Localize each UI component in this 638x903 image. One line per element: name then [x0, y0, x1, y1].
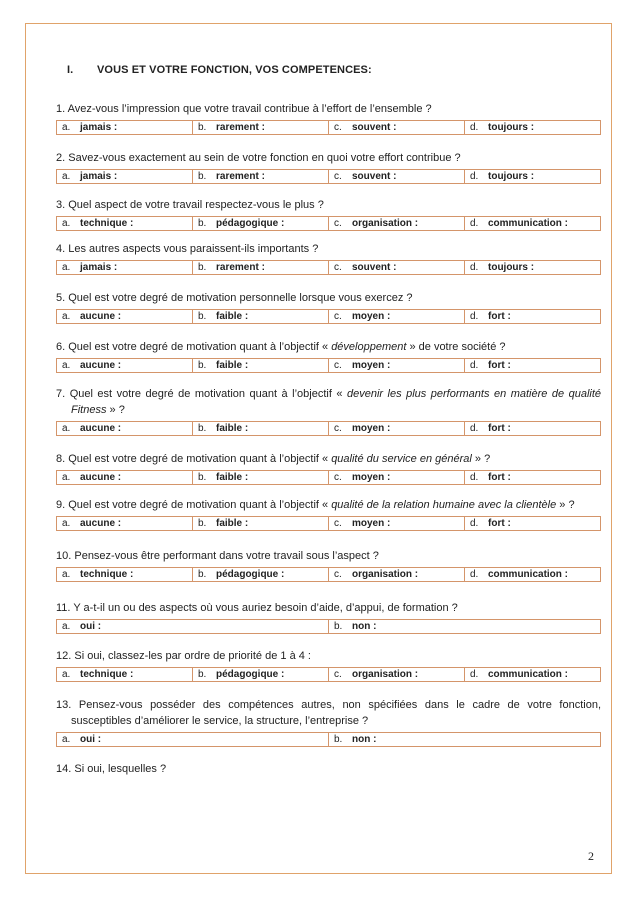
option-letter: d. — [470, 472, 479, 483]
answer-option[interactable] — [192, 422, 328, 435]
option-letter: c. — [334, 171, 342, 182]
question-number: 1. — [56, 103, 66, 115]
option-letter: b. — [198, 122, 207, 133]
answer-option[interactable] — [464, 359, 600, 372]
question-label: Pensez-vous posséder des compétences autres, non spécifiées dans le cadre de votre fonction, susceptibles d’améliorer le service, la structure, l’entreprise ? — [71, 699, 601, 727]
option-label: fort : — [488, 360, 511, 371]
option-letter: a. — [62, 171, 71, 182]
question-text — [56, 150, 601, 166]
answer-option[interactable] — [328, 310, 464, 323]
option-label: fort : — [488, 423, 511, 434]
question-13 — [56, 697, 601, 747]
section-number: I. — [67, 64, 74, 76]
question-label-pre: Quel est votre degré de motivation quant à l’objectif « — [69, 388, 347, 400]
question-label: Si oui, classez-les par ordre de priorité de 1 à 4 : — [74, 650, 311, 662]
page-number: 2 — [588, 849, 594, 863]
question-text — [56, 386, 601, 418]
option-letter: b. — [198, 669, 207, 680]
answer-option[interactable] — [328, 568, 464, 581]
option-letter: a. — [62, 423, 71, 434]
answer-options-row — [56, 470, 601, 485]
question-text — [56, 497, 601, 513]
answer-options-row — [56, 169, 601, 184]
option-letter: b. — [198, 360, 207, 371]
answer-options-row — [56, 667, 601, 682]
answer-option[interactable] — [57, 422, 192, 435]
question-label: Quel aspect de votre travail respectez-vous le plus ? — [68, 199, 324, 211]
option-label: souvent : — [352, 122, 397, 133]
answer-options-row — [56, 216, 601, 231]
option-label: oui : — [80, 621, 102, 632]
option-letter: d. — [470, 262, 479, 273]
question-text — [56, 197, 601, 213]
question-number: 9. — [56, 499, 66, 511]
question-label: Y a-t-il un ou des aspects où vous auriez besoin d’aide, d’appui, de formation ? — [73, 602, 458, 614]
option-letter: b. — [198, 262, 207, 273]
option-letter: a. — [62, 669, 71, 680]
option-letter: a. — [62, 122, 71, 133]
option-label: pédagogique : — [216, 218, 285, 229]
question-3 — [56, 197, 601, 231]
option-label: fort : — [488, 311, 511, 322]
option-letter: c. — [334, 360, 342, 371]
answer-option[interactable] — [192, 170, 328, 183]
question-label: Avez-vous l’impression que votre travail contribue à l’effort de l’ensemble ? — [67, 103, 432, 115]
question-12 — [56, 648, 601, 682]
question-14 — [56, 761, 601, 780]
option-label: oui : — [80, 734, 102, 745]
question-label: Si oui, lesquelles ? — [74, 763, 167, 775]
option-letter: b. — [334, 621, 343, 632]
option-letter: d. — [470, 518, 479, 529]
answer-option[interactable] — [57, 733, 328, 746]
answer-option[interactable] — [464, 310, 600, 323]
option-label: non : — [352, 734, 377, 745]
answer-option[interactable] — [57, 121, 192, 134]
option-label: faible : — [216, 472, 249, 483]
answer-options-row — [56, 619, 601, 634]
answer-option[interactable] — [57, 359, 192, 372]
answer-option[interactable] — [328, 733, 600, 746]
option-letter: a. — [62, 569, 71, 580]
answer-option[interactable] — [192, 217, 328, 230]
option-letter: a. — [62, 518, 71, 529]
option-label: fort : — [488, 518, 511, 529]
answer-option[interactable] — [57, 517, 192, 530]
answer-option[interactable] — [328, 261, 464, 274]
question-label-emphasis: devenir les plus performants en matière de qualité Fitness — [71, 388, 602, 416]
answer-option[interactable] — [57, 568, 192, 581]
option-letter: a. — [62, 218, 71, 229]
option-letter: c. — [334, 569, 342, 580]
option-label: technique : — [80, 218, 134, 229]
question-number: 10. — [56, 550, 72, 562]
option-letter: c. — [334, 311, 342, 322]
answer-option[interactable] — [57, 261, 192, 274]
option-label: toujours : — [488, 262, 535, 273]
question-label-post: » de votre société ? — [406, 341, 506, 353]
option-label: aucune : — [80, 311, 122, 322]
question-11 — [56, 600, 601, 634]
answer-option[interactable] — [328, 359, 464, 372]
answer-options-row — [56, 260, 601, 275]
question-label-emphasis: développement — [331, 341, 407, 353]
option-label: technique : — [80, 569, 134, 580]
question-number: 12. — [56, 650, 72, 662]
answer-option[interactable] — [192, 121, 328, 134]
answer-option[interactable] — [192, 568, 328, 581]
answer-option[interactable] — [192, 517, 328, 530]
question-text — [56, 600, 601, 616]
question-text — [56, 548, 601, 564]
option-label: pédagogique : — [216, 669, 285, 680]
question-label-post: » ? — [471, 453, 491, 465]
question-6 — [56, 339, 601, 373]
option-label: jamais : — [80, 122, 118, 133]
question-text — [56, 761, 601, 777]
answer-option[interactable] — [192, 310, 328, 323]
answer-option[interactable] — [57, 620, 328, 633]
answer-option[interactable] — [192, 471, 328, 484]
option-letter: a. — [62, 262, 71, 273]
question-number: 2. — [56, 152, 66, 164]
question-number: 8. — [56, 453, 66, 465]
option-letter: c. — [334, 262, 342, 273]
option-label: rarement : — [216, 171, 265, 182]
option-label: souvent : — [352, 262, 397, 273]
option-letter: d. — [470, 171, 479, 182]
answer-option[interactable] — [192, 261, 328, 274]
answer-option[interactable] — [57, 471, 192, 484]
question-number: 14. — [56, 763, 72, 775]
answer-options-row — [56, 421, 601, 436]
answer-option[interactable] — [464, 217, 600, 230]
option-letter: b. — [198, 218, 207, 229]
option-label: communication : — [488, 669, 569, 680]
question-text — [56, 451, 601, 467]
option-letter: a. — [62, 311, 71, 322]
question-label: Les autres aspects vous paraissent-ils importants ? — [68, 243, 319, 255]
question-number: 7. — [56, 388, 66, 400]
option-label: faible : — [216, 311, 249, 322]
option-label: aucune : — [80, 518, 122, 529]
option-letter: c. — [334, 669, 342, 680]
section-heading: VOUS ET VOTRE FONCTION, VOS COMPETENCES: — [97, 64, 372, 76]
question-8 — [56, 451, 601, 485]
option-label: fort : — [488, 472, 511, 483]
option-label: pédagogique : — [216, 569, 285, 580]
answer-option[interactable] — [328, 620, 600, 633]
option-letter: d. — [470, 218, 479, 229]
option-letter: d. — [470, 669, 479, 680]
option-letter: c. — [334, 518, 342, 529]
option-label: aucune : — [80, 472, 122, 483]
answer-option[interactable] — [464, 121, 600, 134]
answer-option[interactable] — [464, 568, 600, 581]
option-label: moyen : — [352, 423, 391, 434]
answer-option[interactable] — [464, 170, 600, 183]
question-1 — [56, 101, 601, 135]
option-letter: b. — [198, 311, 207, 322]
question-label: Pensez-vous être performant dans votre travail sous l’aspect ? — [74, 550, 379, 562]
question-text — [56, 241, 601, 257]
answer-option[interactable] — [328, 517, 464, 530]
question-2 — [56, 150, 601, 184]
option-letter: c. — [334, 218, 342, 229]
option-label: non : — [352, 621, 377, 632]
answer-option[interactable] — [57, 668, 192, 681]
question-label-emphasis: qualité du service en général — [331, 453, 472, 465]
option-label: rarement : — [216, 262, 265, 273]
answer-option[interactable] — [57, 310, 192, 323]
question-number: 3. — [56, 199, 66, 211]
option-label: jamais : — [80, 262, 118, 273]
option-letter: a. — [62, 472, 71, 483]
question-label-pre: Quel est votre degré de motivation quant à l’objectif « — [68, 453, 332, 465]
option-letter: c. — [334, 423, 342, 434]
option-letter: b. — [198, 171, 207, 182]
option-letter: d. — [470, 423, 479, 434]
answer-option[interactable] — [464, 422, 600, 435]
option-letter: b. — [198, 423, 207, 434]
option-label: jamais : — [80, 171, 118, 182]
option-letter: b. — [198, 472, 207, 483]
answer-option[interactable] — [192, 668, 328, 681]
option-letter: a. — [62, 621, 71, 632]
question-9 — [56, 497, 601, 531]
section-title — [67, 64, 372, 76]
question-number: 13. — [56, 699, 72, 711]
question-number: 11. — [56, 602, 71, 614]
answer-options-row — [56, 516, 601, 531]
option-letter: b. — [198, 518, 207, 529]
option-label: organisation : — [352, 669, 419, 680]
answer-option[interactable] — [328, 170, 464, 183]
option-label: technique : — [80, 669, 134, 680]
answer-option[interactable] — [464, 471, 600, 484]
option-label: toujours : — [488, 122, 535, 133]
option-label: communication : — [488, 569, 569, 580]
answer-options-row — [56, 358, 601, 373]
question-4 — [56, 241, 601, 275]
option-label: organisation : — [352, 218, 419, 229]
answer-option[interactable] — [328, 121, 464, 134]
answer-option[interactable] — [192, 359, 328, 372]
option-letter: a. — [62, 734, 71, 745]
answer-options-row — [56, 567, 601, 582]
answer-option[interactable] — [328, 471, 464, 484]
option-label: faible : — [216, 360, 249, 371]
question-label: Quel est votre degré de motivation personnelle lorsque vous exercez ? — [68, 292, 413, 304]
answer-option[interactable] — [464, 668, 600, 681]
answer-option[interactable] — [328, 422, 464, 435]
question-text — [56, 648, 601, 664]
question-number: 6. — [56, 341, 66, 353]
option-letter: a. — [62, 360, 71, 371]
option-label: aucune : — [80, 423, 122, 434]
answer-option[interactable] — [464, 517, 600, 530]
option-letter: c. — [334, 122, 342, 133]
question-7 — [56, 386, 601, 436]
option-label: faible : — [216, 423, 249, 434]
option-letter: b. — [334, 734, 343, 745]
option-label: moyen : — [352, 472, 391, 483]
answer-option[interactable] — [57, 170, 192, 183]
answer-options-row — [56, 120, 601, 135]
option-label: aucune : — [80, 360, 122, 371]
option-label: faible : — [216, 518, 249, 529]
option-label: toujours : — [488, 171, 535, 182]
option-letter: d. — [470, 122, 479, 133]
question-label: Savez-vous exactement au sein de votre fonction en quoi votre effort contribue ? — [68, 152, 461, 164]
option-letter: d. — [470, 569, 479, 580]
option-label: rarement : — [216, 122, 265, 133]
option-label: moyen : — [352, 311, 391, 322]
answer-options-row — [56, 732, 601, 747]
question-label-emphasis: qualité de la relation humaine avec la clientèle — [331, 499, 557, 511]
question-5 — [56, 290, 601, 324]
answer-options-row — [56, 309, 601, 324]
option-label: moyen : — [352, 360, 391, 371]
option-label: moyen : — [352, 518, 391, 529]
question-text — [56, 101, 601, 117]
question-text — [56, 290, 601, 306]
answer-option[interactable] — [464, 261, 600, 274]
option-label: souvent : — [352, 171, 397, 182]
question-label-post: » ? — [106, 404, 125, 416]
option-letter: b. — [198, 569, 207, 580]
option-letter: d. — [470, 360, 479, 371]
answer-option[interactable] — [328, 217, 464, 230]
question-label-pre: Quel est votre degré de motivation quant à l’objectif « — [68, 341, 332, 353]
question-text — [56, 697, 601, 729]
option-label: organisation : — [352, 569, 419, 580]
question-label-post: » ? — [556, 499, 575, 511]
option-letter: c. — [334, 472, 342, 483]
question-10 — [56, 548, 601, 582]
question-number: 4. — [56, 243, 66, 255]
option-letter: d. — [470, 311, 479, 322]
question-text — [56, 339, 601, 355]
answer-option[interactable] — [57, 217, 192, 230]
question-label-pre: Quel est votre degré de motivation quant à l’objectif « — [68, 499, 332, 511]
answer-option[interactable] — [328, 668, 464, 681]
question-number: 5. — [56, 292, 66, 304]
option-label: communication : — [488, 218, 569, 229]
